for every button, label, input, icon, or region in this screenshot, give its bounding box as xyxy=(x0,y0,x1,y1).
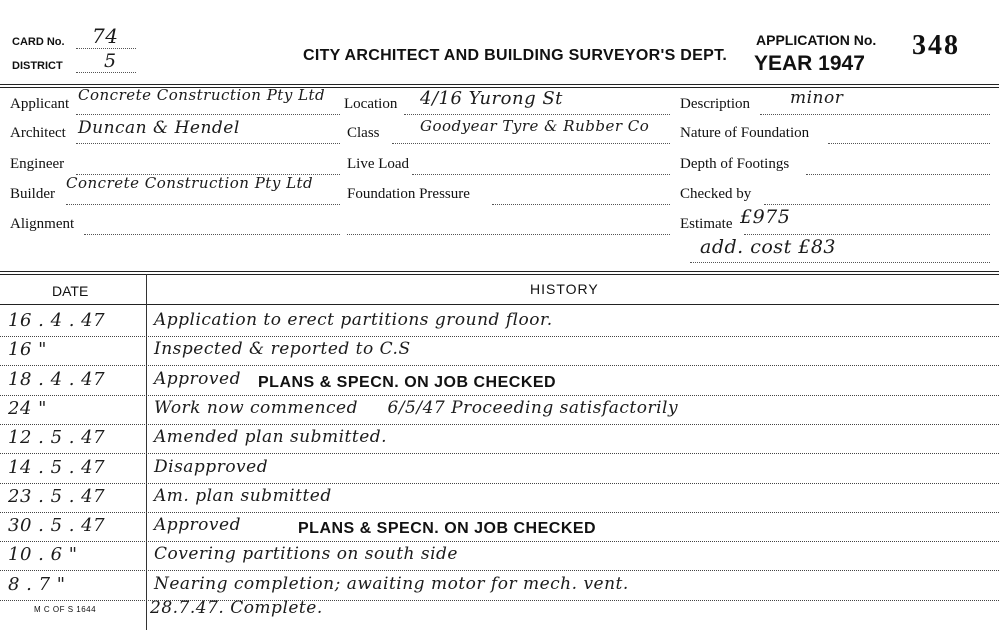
history-row-line xyxy=(0,453,999,454)
applicant-value: Concrete Construction Pty Ltd xyxy=(78,86,326,104)
history-row-line xyxy=(0,365,999,366)
history-header: HISTORY xyxy=(530,281,599,297)
history-row-line xyxy=(0,541,999,542)
description-label: Description xyxy=(680,96,750,112)
history-entry: Amended plan submitted. xyxy=(154,427,388,448)
history-date: 12 . 5 . 47 xyxy=(8,427,106,449)
history-entry: Application to erect partitions ground floor. xyxy=(154,310,553,330)
history-entry: Approved xyxy=(154,515,241,536)
history-date: 14 . 5 . 47 xyxy=(8,456,106,478)
estimate-value: £975 xyxy=(740,206,791,228)
history-date: 16 " xyxy=(8,339,47,361)
depth-line xyxy=(806,174,990,175)
architect-line xyxy=(76,143,340,144)
plans-checked-stamp: PLANS & SPECN. ON JOB CHECKED xyxy=(258,373,557,391)
history-entry: Covering partitions on south side xyxy=(154,544,458,565)
history-date: 18 . 4 . 47 xyxy=(8,368,106,390)
history-row-line xyxy=(0,336,999,337)
history-date: 8 . 7 " xyxy=(8,573,66,595)
header-divider-top xyxy=(0,84,999,85)
builder-value: Concrete Construction Pty Ltd xyxy=(66,174,314,192)
alignment-label: Alignment xyxy=(10,216,75,232)
form-code: M C OF S 1644 xyxy=(34,605,97,614)
history-entry: Nearing completion; awaiting motor for mech. vent. xyxy=(154,573,629,594)
history-row-line xyxy=(0,512,999,513)
live-load-label: Live Load xyxy=(347,156,410,172)
class-label: Class xyxy=(347,125,380,141)
foundation-pressure-line xyxy=(492,204,670,205)
history-date: 24 " xyxy=(8,397,47,419)
class-line xyxy=(392,143,670,144)
history-row-line xyxy=(0,570,999,571)
application-label: APPLICATION No. xyxy=(756,32,877,48)
estimate-label: Estimate xyxy=(680,216,733,232)
applicant-line xyxy=(76,114,340,115)
date-column-divider xyxy=(146,274,147,630)
district-label: DISTRICT xyxy=(12,60,63,72)
add-cost-line xyxy=(690,262,990,263)
history-row-line xyxy=(0,424,999,425)
location-value: 4/16 Yurong St xyxy=(420,88,563,109)
history-date: 23 . 5 . 47 xyxy=(8,485,106,507)
architect-label: Architect xyxy=(10,125,66,141)
checked-line xyxy=(764,204,990,205)
applicant-label: Applicant xyxy=(10,96,70,112)
year-label: YEAR 1947 xyxy=(754,52,865,75)
depth-of-footings-label: Depth of Footings xyxy=(680,156,790,172)
middle-blank-line xyxy=(347,234,670,235)
additional-cost: add. cost £83 xyxy=(700,236,837,258)
plans-checked-stamp: PLANS & SPECN. ON JOB CHECKED xyxy=(298,520,597,538)
nature-line xyxy=(828,143,990,144)
application-number: 348 xyxy=(912,30,960,61)
location-line xyxy=(404,114,670,115)
district-value: 5 xyxy=(104,50,117,72)
history-top-line-2 xyxy=(0,274,999,275)
alignment-line xyxy=(84,234,340,235)
architect-value: Duncan & Hendel xyxy=(78,118,240,138)
history-entry: Am. plan submitted xyxy=(154,485,332,506)
card-no-label: CARD No. xyxy=(12,36,65,48)
builder-line xyxy=(66,204,340,205)
district-line xyxy=(76,72,136,73)
nature-of-foundation-label: Nature of Foundation xyxy=(680,125,810,141)
engineer-label: Engineer xyxy=(10,156,65,172)
history-entry: Disapproved xyxy=(154,456,269,477)
history-row-line xyxy=(0,395,999,396)
date-header: DATE xyxy=(52,283,89,299)
estimate-line xyxy=(744,234,990,235)
description-value: minor xyxy=(790,88,844,108)
history-entry: Inspected & reported to C.S xyxy=(154,339,411,360)
history-date: 16 . 4 . 47 xyxy=(8,310,106,331)
history-entry: Approved xyxy=(154,368,241,389)
history-row-line xyxy=(0,483,999,484)
foundation-pressure-label: Foundation Pressure xyxy=(347,186,470,202)
card-no-value: 74 xyxy=(92,24,119,48)
history-date: 10 . 6 " xyxy=(8,544,78,566)
builder-label: Builder xyxy=(10,186,55,202)
class-value: Goodyear Tyre & Rubber Co xyxy=(420,117,650,135)
final-note: 28.7.47. Complete. xyxy=(150,598,323,618)
history-top-line-1 xyxy=(0,271,999,272)
department-title: CITY ARCHITECT AND BUILDING SURVEYOR'S DEPT. xyxy=(303,47,728,64)
description-line xyxy=(760,114,990,115)
history-entry: Work now commenced 6/5/47 Proceeding satisfactorily xyxy=(154,397,679,418)
history-header-line xyxy=(0,304,999,305)
live-load-line xyxy=(412,174,670,175)
history-date: 30 . 5 . 47 xyxy=(8,515,106,537)
checked-by-label: Checked by xyxy=(680,186,752,202)
card-no-line xyxy=(76,48,136,49)
location-label: Location xyxy=(344,96,398,112)
